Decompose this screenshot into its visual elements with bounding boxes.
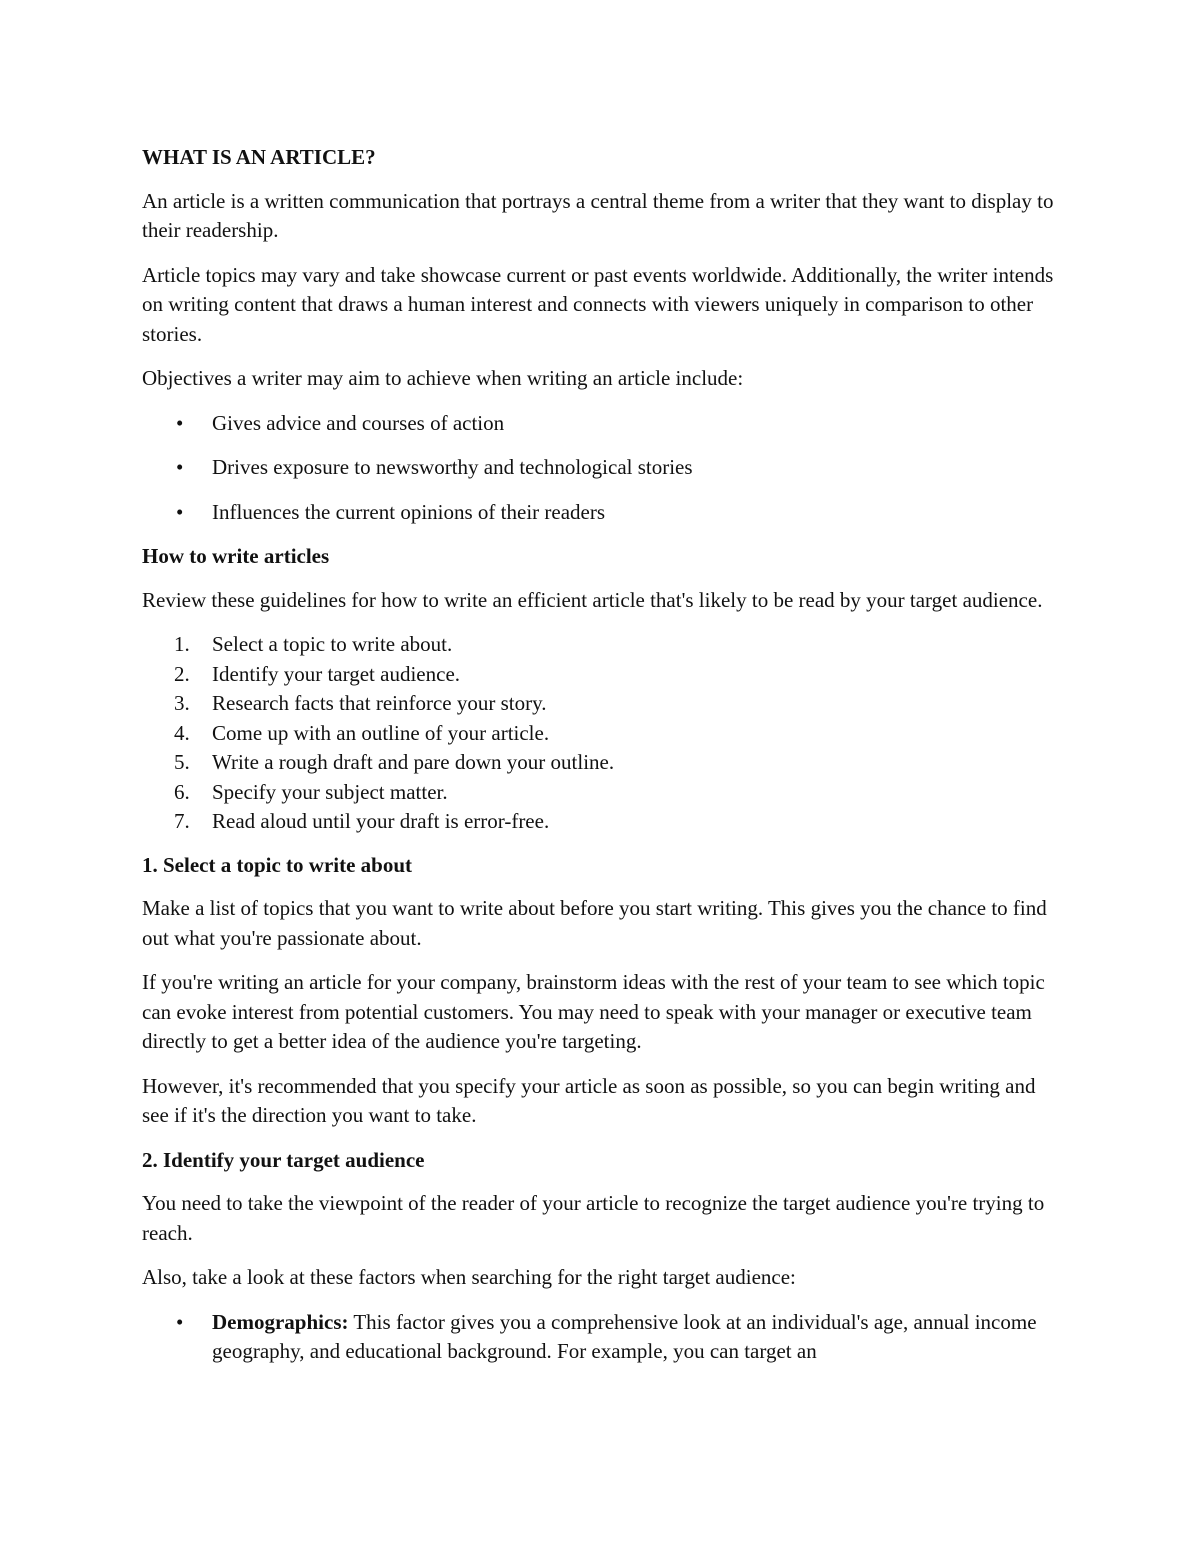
factors-list <box>142 1308 1067 1367</box>
bullet-icon: • <box>176 410 184 435</box>
factor-text: This factor gives you a comprehensive look at an individual's age, annual income geography, and educational background. For example, you can target an <box>212 1309 1037 1363</box>
steps-list <box>142 630 1067 837</box>
intro-paragraph-3: Objectives a writer may aim to achieve when writing an article include: <box>142 366 744 390</box>
document-title: WHAT IS AN ARTICLE? <box>142 145 376 169</box>
list-item <box>142 630 1067 660</box>
step-text: Research facts that reinforce your story. <box>212 691 547 715</box>
step-text: Come up with an outline of your article. <box>212 720 550 745</box>
step-number: 1. <box>174 632 190 656</box>
step-text: Specify your subject matter. <box>212 779 448 804</box>
document-content <box>142 143 1067 1382</box>
section1-heading: 1. Select a topic to write about <box>142 852 413 877</box>
bullet-icon: • <box>176 455 184 479</box>
step-number: 2. <box>174 661 190 686</box>
list-item-text: Influences the current opinions of their readers <box>212 499 606 524</box>
step-number: 6. <box>174 779 190 804</box>
step-number: 7. <box>174 809 190 833</box>
step-number: 3. <box>174 691 190 715</box>
list-item <box>142 778 1067 808</box>
bullet-icon: • <box>176 499 184 524</box>
step-text: Identify your target audience. <box>212 661 461 686</box>
intro-paragraph-2: Article topics may vary and take showcase current or past events worldwide. Additionally, the writer intends on writing content that draws a human interest and connects with viewers uniquely in comparison to other stories. <box>142 262 1054 346</box>
section1-paragraph-3: However, it's recommended that you specify your article as soon as possible, so you can begin writing and see if it's the direction you want to take. <box>142 1073 1036 1127</box>
list-item <box>142 660 1067 690</box>
factor-term: Demographics: <box>212 1309 349 1334</box>
list-item <box>142 807 1067 837</box>
section2-paragraph-2: Also, take a look at these factors when searching for the right target audience: <box>142 1265 796 1289</box>
bullet-icon: • <box>176 1309 184 1334</box>
section2-heading: 2. Identify your target audience <box>142 1147 425 1172</box>
section1-paragraph-1: Make a list of topics that you want to write about before you start writing. This gives you the chance to find out what you're passionate about. <box>142 896 1047 950</box>
section2-paragraph-1: You need to take the viewpoint of the reader of your article to recognize the target audience you're trying to reach. <box>142 1191 1045 1245</box>
objectives-list <box>142 409 1067 528</box>
how-to-heading: How to write articles <box>142 544 330 568</box>
step-text: Select a topic to write about. <box>212 632 453 656</box>
step-text: Read aloud until your draft is error-free. <box>212 809 550 833</box>
list-item <box>142 748 1067 778</box>
list-item <box>142 409 1067 439</box>
section1-paragraph-2: If you're writing an article for your company, brainstorm ideas with the rest of your team to see which topic can evoke interest from potential customers. You may need to speak with your manager or executive team directly to get a better idea of the audience you're targeting. <box>142 970 1045 1053</box>
list-item <box>142 719 1067 749</box>
list-item <box>142 689 1067 719</box>
list-item-text: Drives exposure to newsworthy and technological stories <box>212 455 693 479</box>
list-item-text: Gives advice and courses of action <box>212 410 505 435</box>
step-text: Write a rough draft and pare down your outline. <box>212 750 615 774</box>
step-number: 5. <box>174 750 190 774</box>
intro-paragraph-1: An article is a written communication that portrays a central theme from a writer that they want to display to their readership. <box>142 188 1054 242</box>
how-to-intro: Review these guidelines for how to write an efficient article that's likely to be read by your target audience. <box>142 587 1043 612</box>
list-item <box>142 1308 1067 1367</box>
list-item <box>142 498 1067 528</box>
step-number: 4. <box>174 720 190 745</box>
list-item <box>142 453 1067 483</box>
